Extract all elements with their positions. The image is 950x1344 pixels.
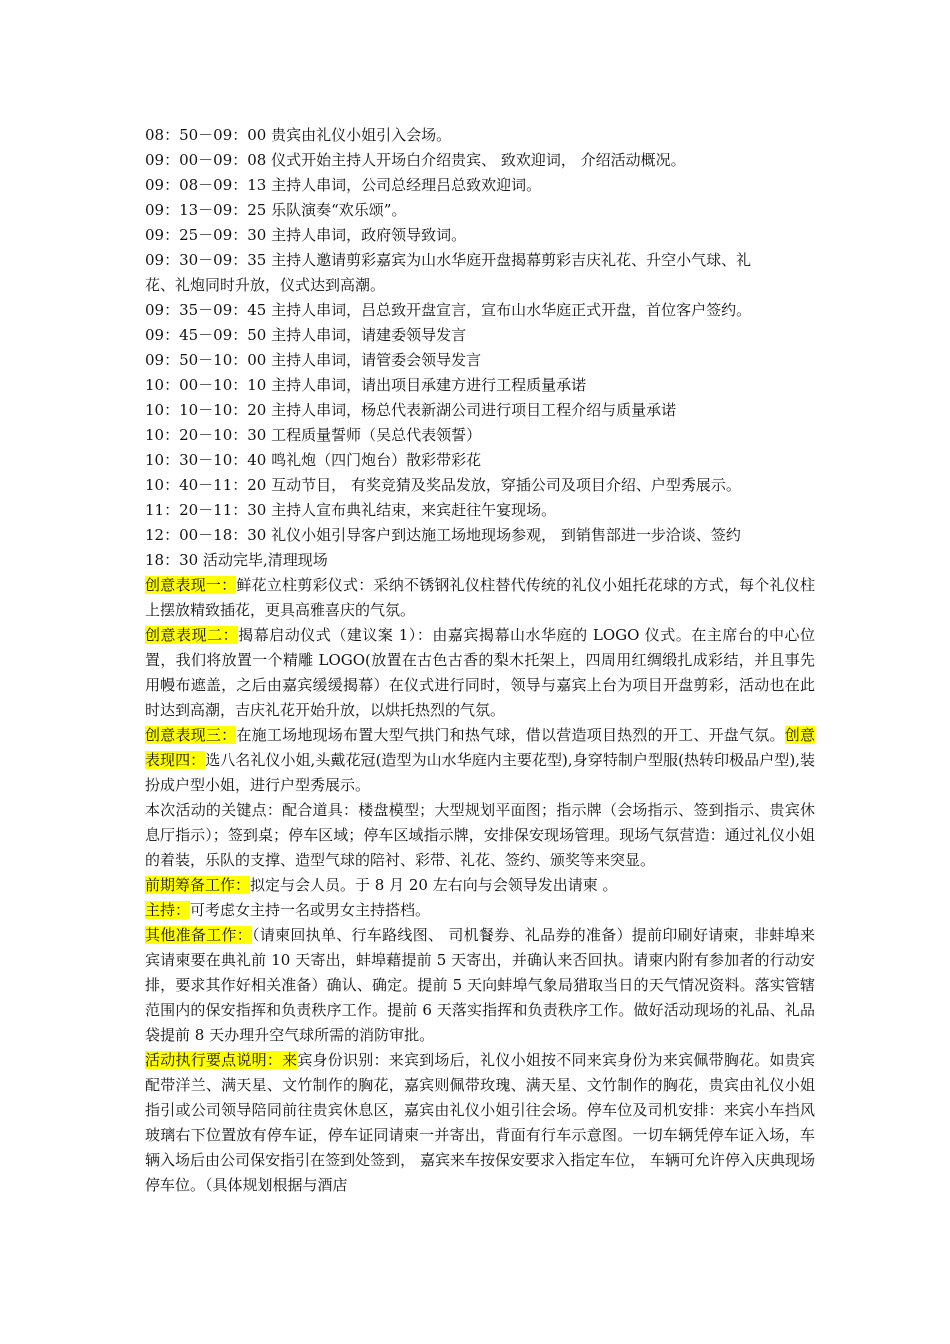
- creative-4-label: 创意表现四：: [145, 726, 815, 769]
- creative-2-label: 创意表现二：: [145, 626, 239, 644]
- keypoints-paragraph: 本次活动的关键点：配合道具：楼盘模型；大型规划平面图；指示牌（会场指示、签到指示、贵宾休息厅指示）；签到桌；停车区域；停车区域指示牌，安排保安现场管理。现场气氛营造：通过礼仪小姐的着装，乐队的支撑、造型气球的陪衬、彩带、礼花、签约、颁奖等来突显。: [145, 801, 815, 869]
- schedule-line: 花、礼炮同时升放，仪式达到高潮。: [145, 276, 386, 294]
- schedule-line: 10：30－10：40 鸣礼炮（四门炮台）散彩带彩花: [145, 451, 482, 469]
- creative-1-paragraph: [145, 573, 815, 623]
- schedule-line: 10：00－10：10 主持人串词，请出项目承建方进行工程质量承诺: [145, 376, 587, 394]
- schedule-line: 09：35－09：45 主持人串词，吕总致开盘宣言，宣布山水华庭正式开盘，首位客户签约。: [145, 301, 752, 319]
- host-paragraph: [145, 898, 815, 923]
- schedule-line: 09：30－09：35 主持人邀请剪彩嘉宾为山水华庭开盘揭幕剪彩吉庆礼花、升空小气球、礼: [145, 251, 752, 269]
- prep-paragraph: [145, 873, 815, 898]
- prep-text: 拟定与会人员。于 8 月 20 左右向与会领导发出请柬 。: [250, 876, 618, 894]
- creative-2-text: 揭幕启动仪式（建议案 1）：由嘉宾揭幕山水华庭的 LOGO 仪式。在主席台的中心位置，我们将放置一个精雕 LOGO(放置在古色古香的梨木托架上，四周用红绸缎扎成彩结，并且事先用幔布遮盖，之后由嘉宾缓缓揭幕）在仪式进行同时，领导与嘉宾上台为项目开盘剪彩，活动也在此时达到高潮，吉庆礼花开始升放，以烘托热烈的气氛。: [145, 626, 815, 719]
- creative-2-paragraph: [145, 623, 815, 723]
- schedule-line: 10：10－10：20 主持人串词，杨总代表新湖公司进行项目工程介绍与质量承诺: [145, 401, 677, 419]
- schedule-line: 10：40－11：20 互动节目， 有奖竞猜及奖品发放，穿插公司及项目介绍、户型秀展示。: [145, 476, 741, 494]
- schedule-line: 10：20－10：30 工程质量誓师（吴总代表领誓）: [145, 426, 482, 444]
- schedule-line: 09：08－09：13 主持人串词，公司总经理吕总致欢迎词。: [145, 176, 542, 194]
- schedule-line: 09：25－09：30 主持人串词，政府领导致词。: [145, 226, 467, 244]
- creative-3-text: 在施工场地现场布置大型气拱门和热气球，借以营造项目热烈的开工、开盘气氛。: [236, 726, 785, 744]
- creative-3-label: 创意表现三：: [145, 726, 237, 744]
- schedule-line: 09：50－10：00 主持人串词，请管委会领导发言: [145, 351, 482, 369]
- document-page: [145, 123, 815, 1198]
- schedule-line: 12：00－18：30 礼仪小姐引导客户到达施工场地现场参观， 到销售部进一步洽谈、签约: [145, 526, 741, 544]
- creative-4-text: 选八名礼仪小姐,头戴花冠(造型为山水华庭内主要花型),身穿特制户型服(热转印极品户型),装扮成户型小姐，进行户型秀展示。: [145, 751, 815, 794]
- host-text: 可考虑女主持一名或男女主持搭档。: [190, 901, 431, 919]
- prep-label: 前期筹备工作：: [145, 876, 251, 894]
- host-label: 主持：: [145, 901, 191, 919]
- schedule-line: 08：50－09：00 贵宾由礼仪小姐引入会场。: [145, 126, 452, 144]
- execution-paragraph: [145, 1048, 815, 1198]
- schedule-line: 09：00－09：08 仪式开始主持人开场白介绍贵宾、 致欢迎词， 介绍活动概况。: [145, 151, 686, 169]
- other-prep-paragraph: [145, 923, 815, 1048]
- schedule-line: 18：30 活动完毕,清理现场: [145, 551, 328, 569]
- other-prep-text: （请柬回执单、行车路线图、 司机餐券、礼品券的准备）提前印刷好请柬，非蚌埠来宾请柬要在典礼前 10 天寄出，蚌埠藉提前 5 天寄出，并确认来否回执。请柬内附有参加者的行动安排，要求其作好相关准备）确认、确定。提前 5 天向蚌埠气象局猎取当日的天气情况资料。落实管辖范围内的保安指挥和负责秩序工作。提前 6 天落实指挥和负责秩序工作。做好活动现场的礼品、礼品袋提前 8 天办理升空气球所需的消防审批。: [145, 926, 815, 1044]
- creative-3-4-paragraph: [145, 723, 815, 798]
- creative-1-text: 鲜花立柱剪彩仪式：采纳不锈钢礼仪柱替代传统的礼仪小姐托花球的方式，每个礼仪柱上摆放精致插花，更具高雅喜庆的气氛。: [145, 576, 815, 619]
- schedule-list: [145, 123, 815, 573]
- schedule-line: 09：45－09：50 主持人串词，请建委领导发言: [145, 326, 467, 344]
- schedule-line: 11：20－11：30 主持人宣布典礼结束，来宾赶往午宴现场。: [145, 501, 557, 519]
- creative-1-label: 创意表现一：: [145, 576, 237, 594]
- other-prep-label: 其他准备工作：: [145, 926, 253, 944]
- execution-label: 活动执行要点说明：来: [145, 1051, 298, 1069]
- schedule-line: 09：13－09：25 乐队演奏“欢乐颂”。: [145, 201, 407, 219]
- execution-text: 宾身份识别：来宾到场后，礼仪小姐按不同来宾身份为来宾佩带胸花。如贵宾配带洋兰、满天星、文竹制作的胸花，嘉宾则佩带玫瑰、满天星、文竹制作的胸花，贵宾由礼仪小姐指引或公司领导陪同前往贵宾休息区，嘉宾由礼仪小姐引往会场。停车位及司机安排：来宾小车挡风玻璃右下位置放有停车证，停车证同请柬一并寄出，背面有行车示意图。一切车辆凭停车证入场，车辆入场后由公司保安指引在签到处签到， 嘉宾来车按保安要求入指定车位， 车辆可允许停入庆典现场停车位。（具体规划根据与酒店: [145, 1051, 815, 1194]
